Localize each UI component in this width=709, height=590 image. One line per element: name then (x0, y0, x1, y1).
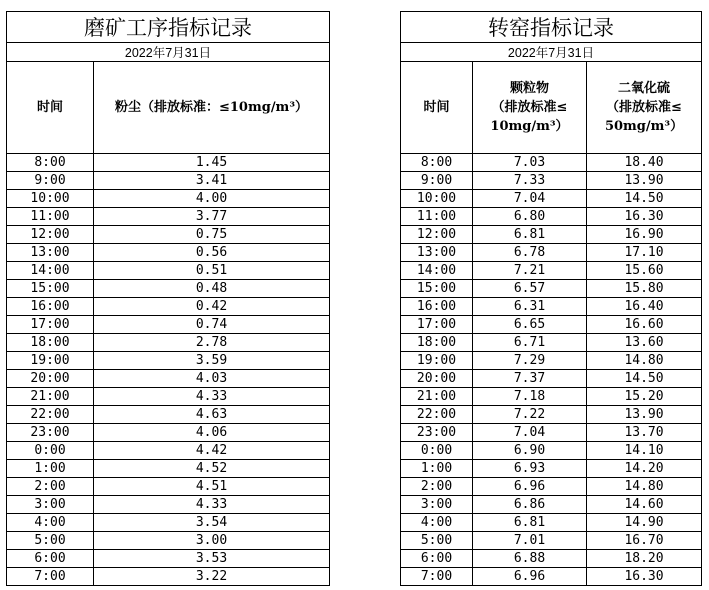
table-row (7, 334, 330, 352)
time-cell: 5:00 (401, 532, 473, 550)
time-cell: 15:00 (401, 280, 473, 298)
time-cell: 16:00 (401, 298, 473, 316)
grinding-table-title: 磨矿工序指标记录 (7, 12, 330, 43)
table-row (401, 190, 702, 208)
dust-value-cell: 4.51 (94, 478, 330, 496)
time-cell: 14:00 (401, 262, 473, 280)
table-row (401, 316, 702, 334)
dust-value-cell: 3.22 (94, 568, 330, 586)
time-cell: 18:00 (401, 334, 473, 352)
particulate-value-cell: 7.33 (473, 172, 587, 190)
so2-value-cell: 16.90 (587, 226, 702, 244)
table-row (7, 172, 330, 190)
so2-value-cell: 13.60 (587, 334, 702, 352)
dust-value-cell: 4.52 (94, 460, 330, 478)
table-row (401, 370, 702, 388)
time-cell: 0:00 (7, 442, 94, 460)
time-cell: 20:00 (401, 370, 473, 388)
so2-value-cell: 14.90 (587, 514, 702, 532)
dust-value-cell: 4.00 (94, 190, 330, 208)
table-row (401, 298, 702, 316)
so2-value-cell: 15.60 (587, 262, 702, 280)
kiln-table-date: 2022年7月31日 (401, 43, 702, 62)
time-cell: 4:00 (401, 514, 473, 532)
so2-value-cell: 15.20 (587, 388, 702, 406)
time-cell: 12:00 (401, 226, 473, 244)
table-row (7, 244, 330, 262)
table-row (401, 550, 702, 568)
particulate-value-cell: 6.57 (473, 280, 587, 298)
time-cell: 2:00 (7, 478, 94, 496)
particulate-value-cell: 6.80 (473, 208, 587, 226)
time-cell: 16:00 (7, 298, 94, 316)
table-row (7, 514, 330, 532)
kiln-time-header: 时间 (401, 62, 473, 154)
time-cell: 0:00 (401, 442, 473, 460)
so2-value-cell: 16.30 (587, 568, 702, 586)
time-cell: 15:00 (7, 280, 94, 298)
table-row (7, 352, 330, 370)
kiln-particulate-header (473, 62, 587, 154)
so2-value-cell: 16.60 (587, 316, 702, 334)
time-cell: 13:00 (401, 244, 473, 262)
so2-header-standard: （排放标准≤ (606, 100, 682, 115)
so2-value-cell: 13.90 (587, 172, 702, 190)
time-cell: 23:00 (401, 424, 473, 442)
time-cell: 7:00 (401, 568, 473, 586)
time-cell: 13:00 (7, 244, 94, 262)
time-cell: 14:00 (7, 262, 94, 280)
time-cell: 20:00 (7, 370, 94, 388)
dust-value-cell: 3.77 (94, 208, 330, 226)
time-cell: 1:00 (401, 460, 473, 478)
dust-value-cell: 3.59 (94, 352, 330, 370)
table-row (7, 388, 330, 406)
particulate-value-cell: 7.22 (473, 406, 587, 424)
time-cell: 17:00 (7, 316, 94, 334)
table-row (401, 334, 702, 352)
time-cell: 3:00 (401, 496, 473, 514)
dust-value-cell: 0.42 (94, 298, 330, 316)
particulate-value-cell: 6.31 (473, 298, 587, 316)
particulate-header-limit: 10mg/m³） (490, 119, 569, 134)
table-row (401, 172, 702, 190)
time-cell: 22:00 (7, 406, 94, 424)
dust-value-cell: 3.41 (94, 172, 330, 190)
so2-header-name: 二氧化硫 (618, 81, 671, 96)
so2-value-cell: 16.70 (587, 532, 702, 550)
table-row (7, 280, 330, 298)
time-cell: 10:00 (401, 190, 473, 208)
grinding-time-header: 时间 (7, 62, 94, 154)
time-cell: 17:00 (401, 316, 473, 334)
table-row (401, 406, 702, 424)
particulate-value-cell: 6.78 (473, 244, 587, 262)
time-cell: 8:00 (7, 154, 94, 172)
table-row (401, 280, 702, 298)
dust-value-cell: 4.33 (94, 496, 330, 514)
table-row (401, 496, 702, 514)
time-cell: 9:00 (7, 172, 94, 190)
table-row (401, 226, 702, 244)
table-row (7, 442, 330, 460)
time-cell: 5:00 (7, 532, 94, 550)
time-cell: 9:00 (401, 172, 473, 190)
particulate-value-cell: 6.96 (473, 478, 587, 496)
table-row (401, 154, 702, 172)
table-row (401, 478, 702, 496)
particulate-value-cell: 6.96 (473, 568, 587, 586)
dust-value-cell: 4.06 (94, 424, 330, 442)
time-cell: 11:00 (401, 208, 473, 226)
time-cell: 1:00 (7, 460, 94, 478)
table-row (401, 352, 702, 370)
time-cell: 11:00 (7, 208, 94, 226)
table-row (7, 298, 330, 316)
so2-value-cell: 14.80 (587, 478, 702, 496)
so2-value-cell: 14.10 (587, 442, 702, 460)
table-row (7, 190, 330, 208)
dust-value-cell: 4.63 (94, 406, 330, 424)
table-row (7, 370, 330, 388)
time-cell: 7:00 (7, 568, 94, 586)
dust-value-cell: 0.74 (94, 316, 330, 334)
particulate-value-cell: 7.04 (473, 190, 587, 208)
table-row (7, 226, 330, 244)
particulate-value-cell: 6.86 (473, 496, 587, 514)
table-row (401, 514, 702, 532)
dust-value-cell: 3.54 (94, 514, 330, 532)
particulate-value-cell: 7.37 (473, 370, 587, 388)
particulate-header-standard: （排放标准≤ (491, 100, 568, 115)
grinding-dust-header: 粉尘（排放标准：≤10mg/m³） (94, 62, 330, 154)
particulate-value-cell: 6.88 (473, 550, 587, 568)
time-cell: 12:00 (7, 226, 94, 244)
time-cell: 18:00 (7, 334, 94, 352)
table-row (401, 442, 702, 460)
table-row (7, 568, 330, 586)
particulate-value-cell: 7.18 (473, 388, 587, 406)
so2-value-cell: 16.40 (587, 298, 702, 316)
so2-value-cell: 13.90 (587, 406, 702, 424)
dust-value-cell: 1.45 (94, 154, 330, 172)
so2-value-cell: 17.10 (587, 244, 702, 262)
so2-value-cell: 14.50 (587, 190, 702, 208)
so2-value-cell: 14.60 (587, 496, 702, 514)
dust-value-cell: 0.48 (94, 280, 330, 298)
table-row (7, 262, 330, 280)
particulate-value-cell: 6.71 (473, 334, 587, 352)
so2-value-cell: 14.80 (587, 352, 702, 370)
time-cell: 6:00 (401, 550, 473, 568)
table-row (7, 406, 330, 424)
particulate-value-cell: 7.01 (473, 532, 587, 550)
so2-value-cell: 14.50 (587, 370, 702, 388)
particulate-value-cell: 6.65 (473, 316, 587, 334)
table-row (7, 478, 330, 496)
time-cell: 22:00 (401, 406, 473, 424)
particulate-value-cell: 7.21 (473, 262, 587, 280)
dust-value-cell: 3.53 (94, 550, 330, 568)
time-cell: 19:00 (7, 352, 94, 370)
particulate-value-cell: 7.03 (473, 154, 587, 172)
grinding-table-date: 2022年7月31日 (7, 43, 330, 62)
table-row (7, 532, 330, 550)
dust-value-cell: 4.03 (94, 370, 330, 388)
time-cell: 19:00 (401, 352, 473, 370)
table-row (401, 388, 702, 406)
particulate-value-cell: 6.81 (473, 514, 587, 532)
table-row (401, 568, 702, 586)
kiln-record-table (400, 11, 702, 586)
so2-value-cell: 15.80 (587, 280, 702, 298)
table-row (401, 208, 702, 226)
table-row (401, 532, 702, 550)
table-row (7, 208, 330, 226)
kiln-so2-header (587, 62, 702, 154)
kiln-table-title: 转窑指标记录 (401, 12, 702, 43)
dust-value-cell: 4.42 (94, 442, 330, 460)
so2-header-limit: 50mg/m³） (604, 119, 684, 134)
dust-value-cell: 3.00 (94, 532, 330, 550)
time-cell: 21:00 (7, 388, 94, 406)
table-row (7, 154, 330, 172)
time-cell: 23:00 (7, 424, 94, 442)
so2-value-cell: 14.20 (587, 460, 702, 478)
time-cell: 10:00 (7, 190, 94, 208)
particulate-value-cell: 6.81 (473, 226, 587, 244)
time-cell: 2:00 (401, 478, 473, 496)
table-row (7, 424, 330, 442)
table-row (401, 460, 702, 478)
so2-value-cell: 18.20 (587, 550, 702, 568)
table-row (7, 550, 330, 568)
so2-value-cell: 16.30 (587, 208, 702, 226)
table-row (401, 244, 702, 262)
so2-value-cell: 13.70 (587, 424, 702, 442)
dust-value-cell: 0.51 (94, 262, 330, 280)
so2-value-cell: 18.40 (587, 154, 702, 172)
table-row (7, 316, 330, 334)
time-cell: 3:00 (7, 496, 94, 514)
particulate-value-cell: 7.04 (473, 424, 587, 442)
particulate-value-cell: 6.93 (473, 460, 587, 478)
dust-value-cell: 2.78 (94, 334, 330, 352)
dust-value-cell: 0.56 (94, 244, 330, 262)
table-row (401, 424, 702, 442)
time-cell: 6:00 (7, 550, 94, 568)
time-cell: 21:00 (401, 388, 473, 406)
time-cell: 8:00 (401, 154, 473, 172)
dust-value-cell: 4.33 (94, 388, 330, 406)
table-row (7, 496, 330, 514)
time-cell: 4:00 (7, 514, 94, 532)
table-row (7, 460, 330, 478)
dust-value-cell: 0.75 (94, 226, 330, 244)
particulate-value-cell: 7.29 (473, 352, 587, 370)
particulate-value-cell: 6.90 (473, 442, 587, 460)
particulate-header-name: 颗粒物 (509, 81, 549, 96)
table-row (401, 262, 702, 280)
grinding-record-table (6, 11, 330, 586)
